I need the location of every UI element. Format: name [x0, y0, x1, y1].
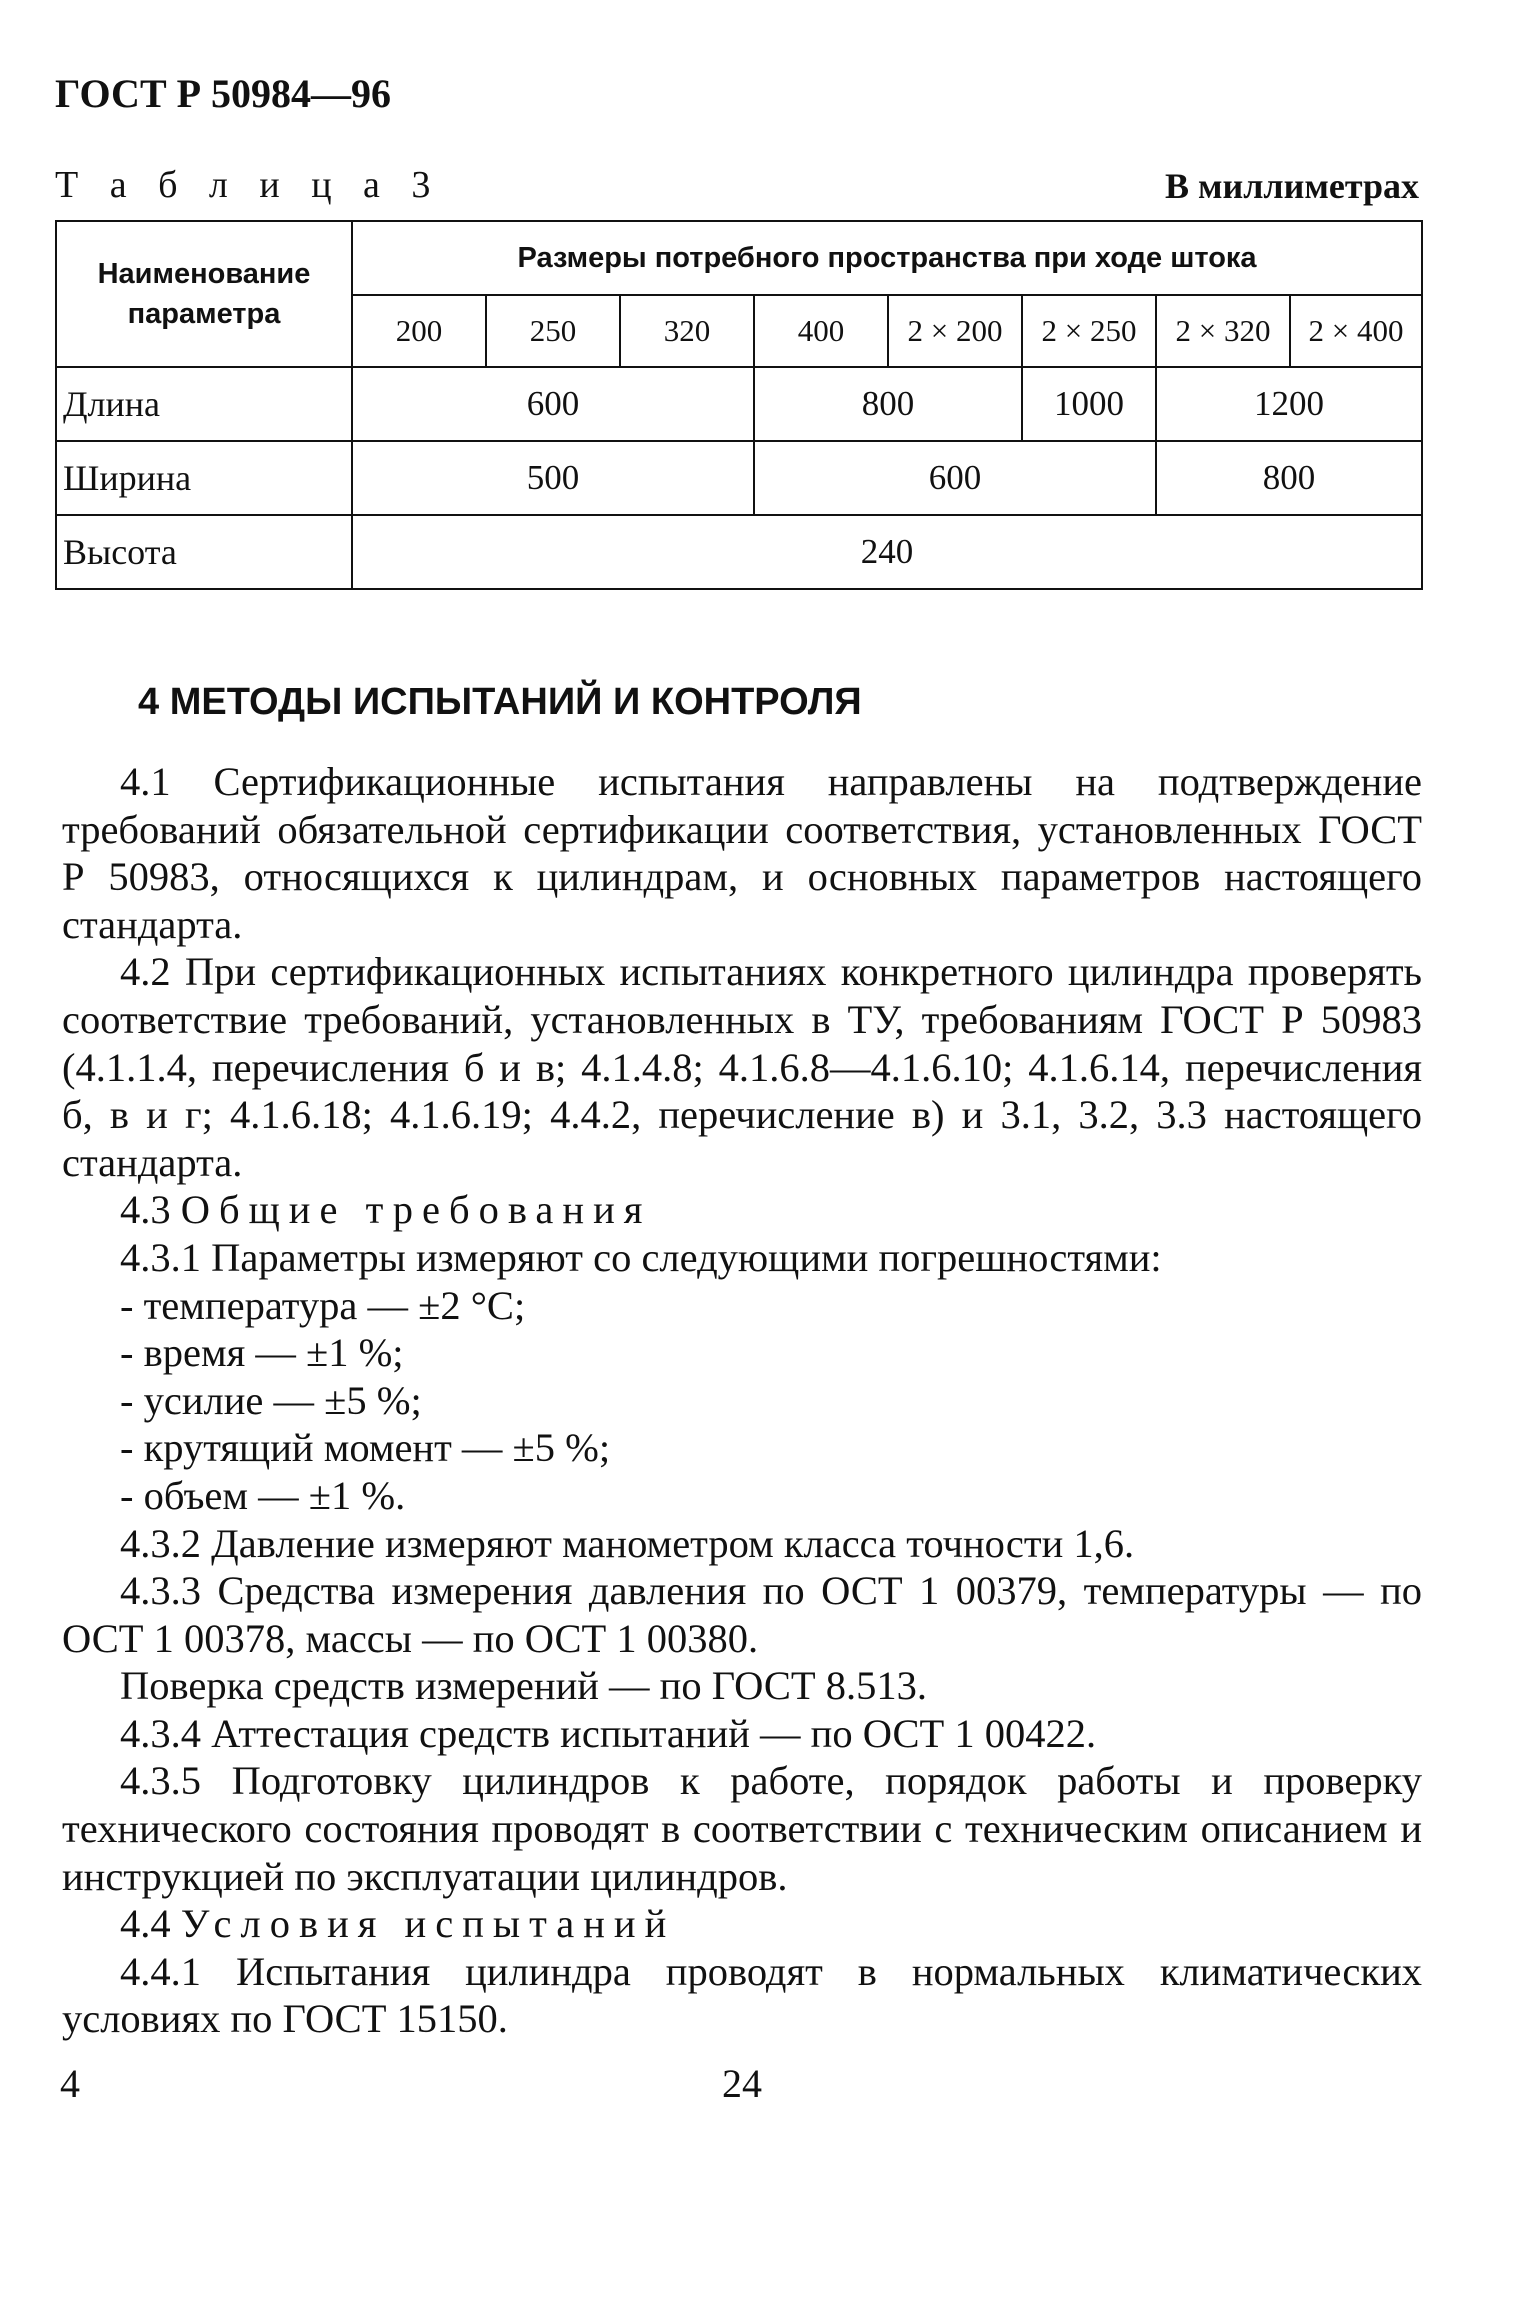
table-units: В миллиметрах [1164, 166, 1419, 206]
list-item: - время — ±1 %; [120, 1330, 404, 1376]
stroke-cell: 2 × 320 [1156, 295, 1290, 367]
subheading-number: 4.4 [120, 1901, 171, 1947]
table-row [56, 515, 1422, 589]
table-cell: 600 [754, 441, 1156, 515]
row-name-height: Высота [56, 515, 352, 589]
sizes-header: Размеры потребного пространства при ходе штока [352, 221, 1422, 295]
table-cell: 1000 [1022, 367, 1156, 441]
table-row [56, 367, 1422, 441]
list-item: - усилие — ±5 %; [120, 1377, 422, 1423]
dimensions-table [55, 220, 1423, 590]
stroke-cell: 400 [754, 295, 888, 367]
subheading-title: Условия испытаний [180, 1901, 676, 1947]
table-cell: 500 [352, 441, 754, 515]
paragraph-4-3-3: 4.3.3 Средства измерения давления по ОСТ 1 00379, температуры — по ОСТ 1 00378, массы — по ОСТ 1 00380. [62, 1568, 1422, 1661]
stroke-cell: 200 [352, 295, 486, 367]
stroke-cell: 2 × 250 [1022, 295, 1156, 367]
section-heading: 4 МЕТОДЫ ИСПЫТАНИЙ И КОНТРОЛЯ [138, 681, 862, 723]
stroke-cell: 320 [620, 295, 754, 367]
paragraph-4-3-1: 4.3.1 Параметры измеряют со следующими погрешностями: [120, 1234, 1162, 1280]
row-name-length: Длина [56, 367, 352, 441]
paragraph-4-3-2: 4.3.2 Давление измеряют манометром класса точности 1,6. [120, 1520, 1135, 1566]
stroke-cell: 250 [486, 295, 620, 367]
table-row [56, 441, 1422, 515]
list-item: - объем — ±1 %. [120, 1472, 406, 1518]
page-number-left: 4 [60, 2061, 80, 2106]
document-code: ГОСТ Р 50984—96 [55, 71, 392, 116]
stroke-cell: 2 × 200 [888, 295, 1022, 367]
paragraph-verification: Поверка средств измерений — по ГОСТ 8.513. [120, 1663, 927, 1709]
table-cell: 800 [1156, 441, 1422, 515]
table-cell: 1200 [1156, 367, 1422, 441]
paragraph-4-3-5: 4.3.5 Подготовку цилиндров к работе, порядок работы и проверку технического состояния проводят в соответствии с техническим описанием и инструкцией по эксплуатации цилиндров. [62, 1758, 1422, 1899]
paragraph-4-3-4: 4.3.4 Аттестация средств испытаний — по ОСТ 1 00422. [120, 1710, 1097, 1756]
paragraph-4-4-1: 4.4.1 Испытания цилиндра проводят в нормальных климатических условиях по ГОСТ 15150. [62, 1948, 1422, 2042]
table-cell: 800 [754, 367, 1022, 441]
table-caption: Т а б л и ц а 3 [55, 164, 442, 206]
page-number-center: 24 [722, 2061, 762, 2106]
param-header: Наименование параметра [56, 221, 352, 367]
row-name-width: Ширина [56, 441, 352, 515]
subheading-4-4 [62, 1900, 1422, 1948]
list-item: - крутящий момент — ±5 %; [120, 1425, 611, 1471]
subheading-number: 4.3 [120, 1187, 171, 1233]
table-cell: 240 [352, 515, 1422, 589]
paragraph-4-2: 4.2 При сертификационных испытаниях конкретного цилиндра проверять соответствие требований, установленных в ТУ, требованиям ГОСТ Р 50983 (4.1.1.4, перечисления б и в; 4.1.4.8; 4.1.6.8—4.1.6.10; 4.1.6.14, перечисления б, в и г; 4.1.6.18; 4.1.6.19; 4.4.2, перечисление в) и 3.1, 3.2, 3.3 настоящего стандарта. [62, 949, 1422, 1185]
table-cell: 600 [352, 367, 754, 441]
paragraph-4-1: 4.1 Сертификационные испытания направлены на подтверждение требований обязательной сертификации соответствия, установленных ГОСТ Р 50983, относящихся к цилиндрам, и основных параметров настоящего стандарта. [62, 759, 1422, 947]
stroke-cell: 2 × 400 [1290, 295, 1422, 367]
subheading-4-3 [62, 1186, 1422, 1234]
list-item: - температура — ±2 °С; [120, 1282, 526, 1328]
subheading-title: Общие требования [180, 1187, 652, 1233]
section-body [62, 758, 1422, 2043]
